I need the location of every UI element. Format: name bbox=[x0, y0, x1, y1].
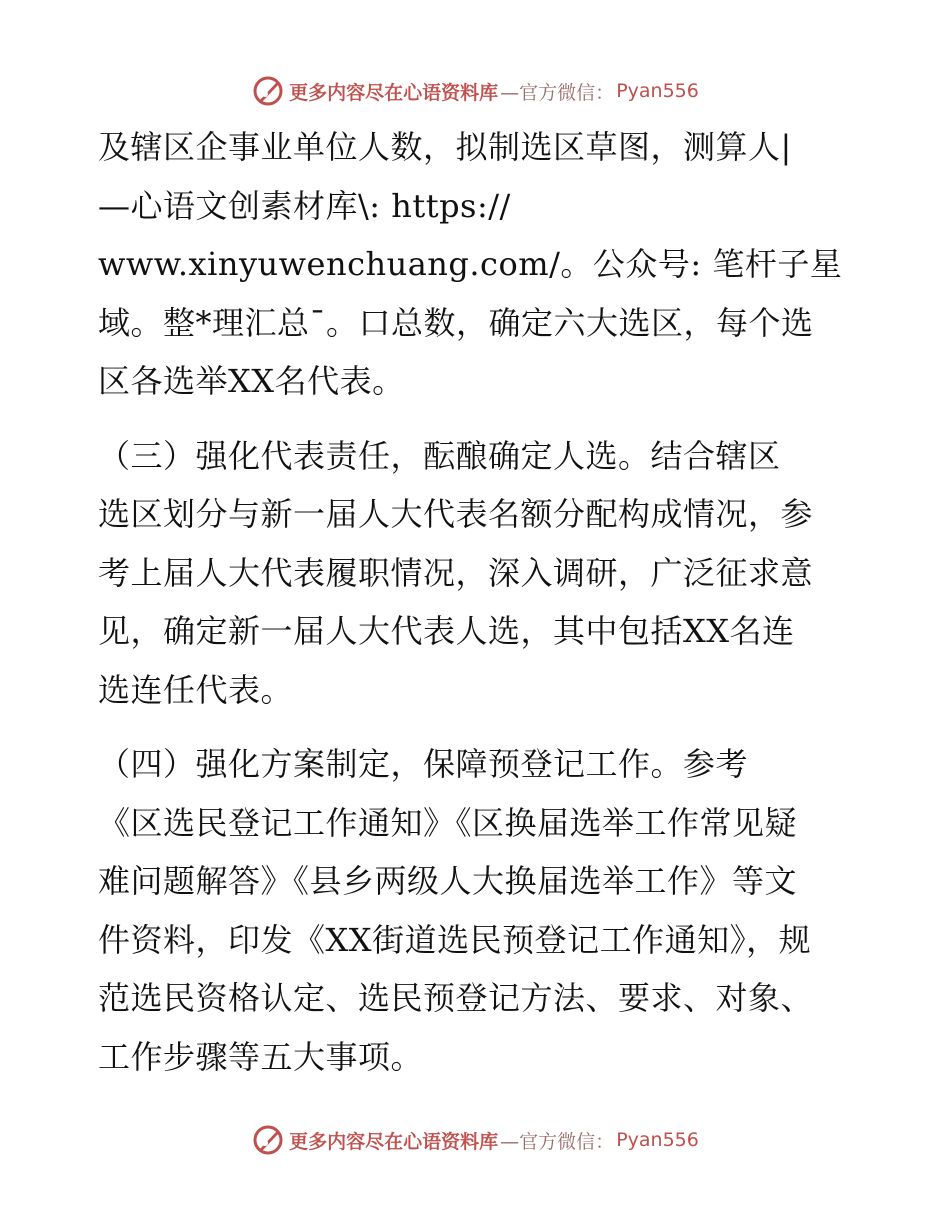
text-line: 范选民资格认定、选民预登记方法、要求、对象、 bbox=[98, 979, 814, 1017]
watermark-id-text: Pyan556 bbox=[616, 80, 699, 102]
watermark-id-text: Pyan556 bbox=[616, 1129, 699, 1151]
text-line: 工作步骤等五大事项。 bbox=[98, 1037, 424, 1076]
paragraph-2 bbox=[98, 427, 858, 720]
paragraph-3 bbox=[98, 735, 858, 1086]
text-line: 选连任代表。 bbox=[98, 670, 294, 709]
brush-logo-icon bbox=[251, 74, 285, 108]
watermark-dash-text: —官方微信： bbox=[500, 81, 615, 104]
text-line: 域。整*理汇总¯。口总数，确定六大选区，每个选 bbox=[98, 303, 814, 342]
paragraph-1 bbox=[98, 118, 858, 411]
text-line: （四）强化方案制定，保障预登记工作。参考 bbox=[98, 745, 749, 783]
text-line: 及辖区企事业单位人数，拟制选区草图，测算人| bbox=[98, 128, 792, 166]
text-line: —心语文创素材库\: https:// bbox=[98, 186, 511, 225]
watermark-main-text: 更多内容尽在心语资料库 bbox=[289, 81, 499, 104]
text-line: 区各选举XX名代表。 bbox=[98, 362, 405, 400]
text-line: 见，确定新一届人大代表人选，其中包括XX名连 bbox=[98, 612, 795, 650]
paragraph-spacer bbox=[98, 411, 858, 427]
watermark-footer bbox=[0, 1120, 950, 1160]
text-line: 选区划分与新一届人大代表名额分配构成情况，参 bbox=[98, 495, 814, 533]
text-line: www.xinyuwenchuang.com/。公众号: 笔杆子星 bbox=[98, 245, 843, 283]
watermark-main-text: 更多内容尽在心语资料库 bbox=[289, 1130, 499, 1153]
document-body bbox=[98, 118, 858, 1086]
text-line: 考上届人大代表履职情况，深入调研，广泛征求意 bbox=[98, 553, 814, 592]
text-line: （三）强化代表责任，酝酿确定人选。结合辖区 bbox=[98, 436, 781, 475]
paragraph-spacer bbox=[98, 719, 858, 735]
watermark-header bbox=[0, 71, 950, 111]
text-line: 件资料，印发《XX街道选民预登记工作通知》，规 bbox=[98, 920, 812, 959]
text-line: 《区选民登记工作通知》《区换届选举工作常见疑 bbox=[98, 803, 798, 842]
brush-logo-icon bbox=[251, 1123, 285, 1157]
text-line: 难问题解答》《县乡两级人大换届选举工作》等文 bbox=[98, 862, 798, 900]
watermark-dash-text: —官方微信： bbox=[500, 1130, 615, 1153]
